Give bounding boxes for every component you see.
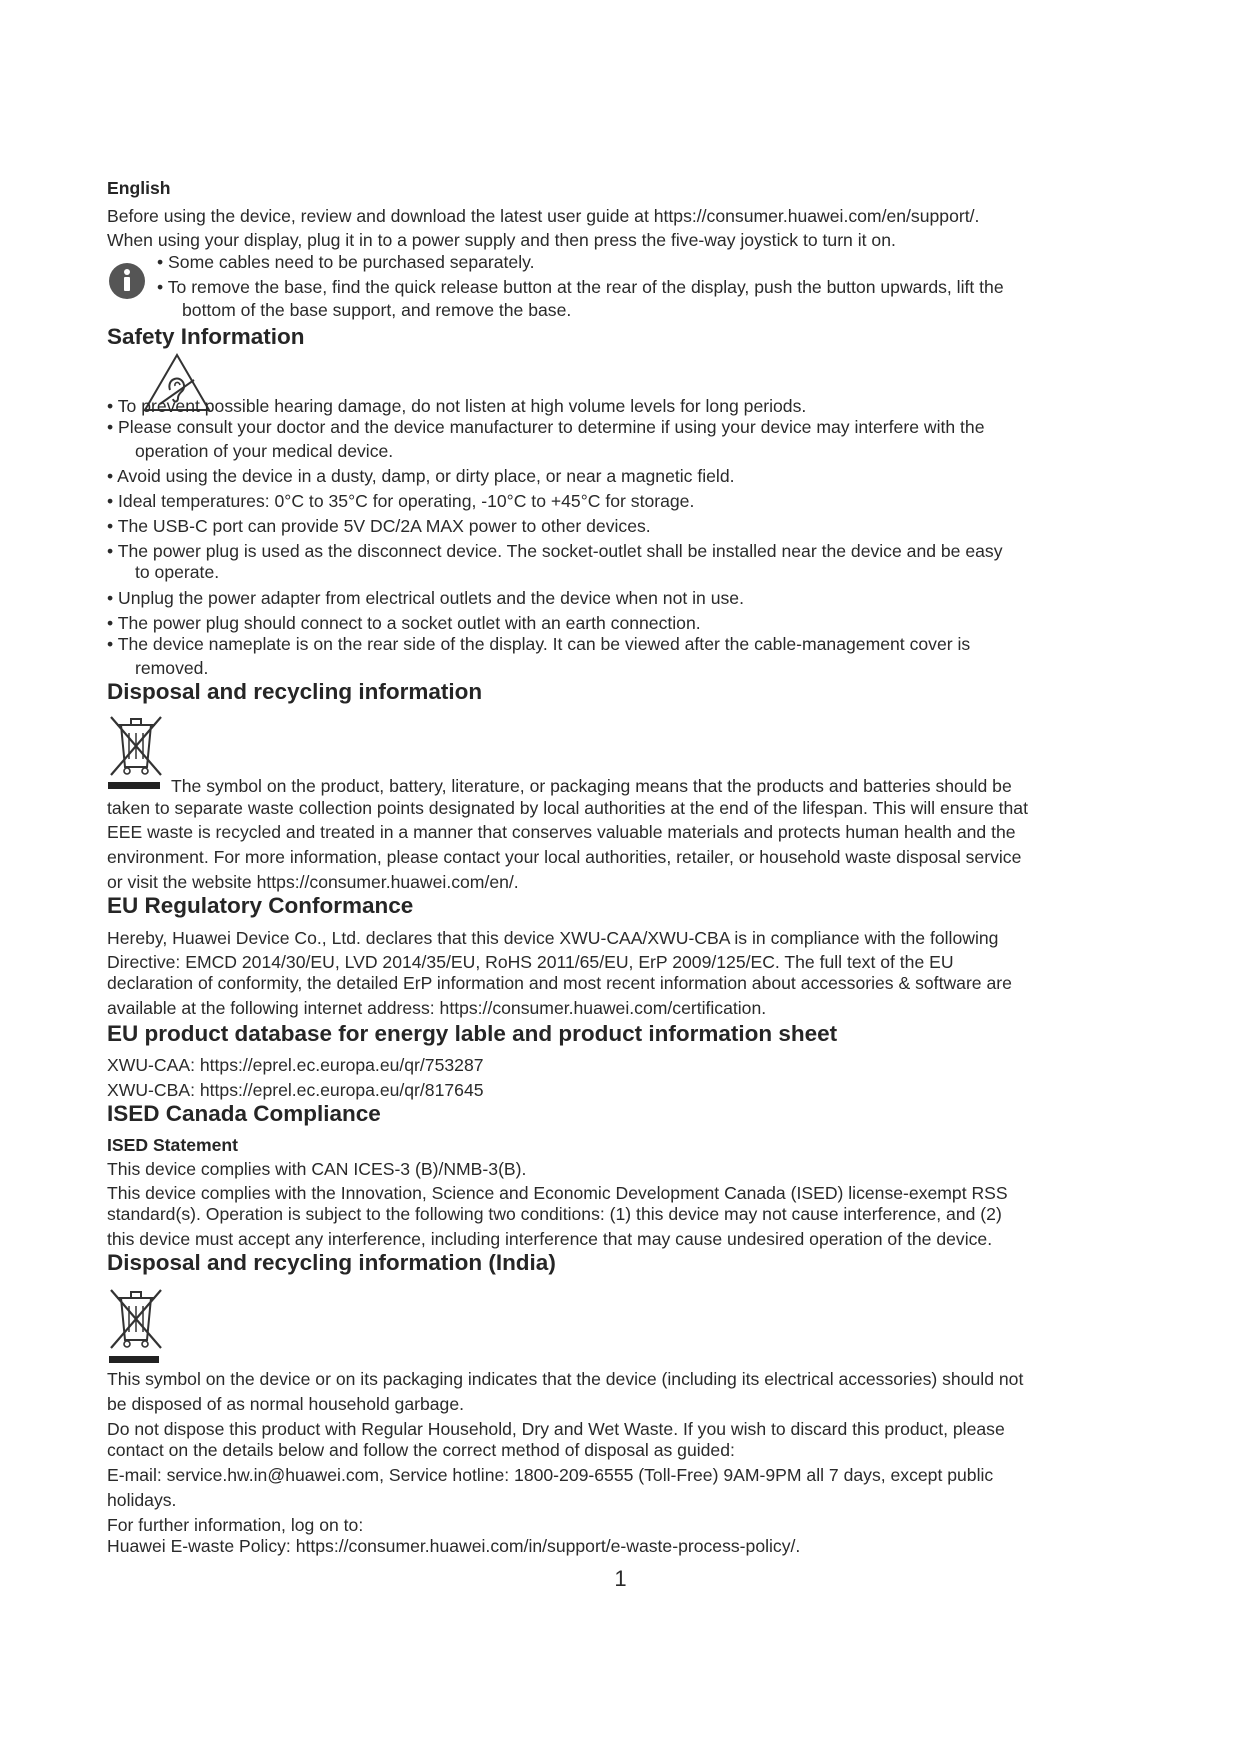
eu-line: declaration of conformity, the detailed ErP information and most recent information about accessories & software are <box>107 973 1012 993</box>
safety-bullet: • Ideal temperatures: 0°C to 35°C for operating, -10°C to +45°C for storage. <box>107 491 695 511</box>
india-line: Huawei E-waste Policy: https://consumer.huawei.com/in/support/e-waste-process-policy/. <box>107 1536 801 1556</box>
safety-bullet: • Avoid using the device in a dusty, damp, or dirty place, or near a magnetic field. <box>107 466 735 486</box>
safety-bullet-cont: operation of your medical device. <box>135 441 394 461</box>
india-line: be disposed of as normal household garbage. <box>107 1394 465 1414</box>
safety-bullet: • Unplug the power adapter from electrical outlets and the device when not in use. <box>107 588 744 608</box>
eprel-heading: EU product database for energy lable and product information sheet <box>107 1021 838 1046</box>
eu-line: Hereby, Huawei Device Co., Ltd. declares that this device XWU-CAA/XWU-CBA is in compliance with the following <box>107 928 999 948</box>
safety-bullet: • The device nameplate is on the rear side of the display. It can be viewed after the cable-management cover is <box>107 634 971 654</box>
disposal-line: The symbol on the product, battery, literature, or packaging means that the products and batteries should be <box>171 776 1012 796</box>
disposal-line: taken to separate waste collection points designated by local authorities at the end of the lifespan. This will ensure that <box>107 798 1028 818</box>
eu-heading: EU Regulatory Conformance <box>107 893 414 918</box>
india-heading: Disposal and recycling information (India) <box>107 1250 556 1275</box>
safety-bullet: • The USB-C port can provide 5V DC/2A MAX power to other devices. <box>107 516 651 536</box>
india-line: contact on the details below and follow the correct method of disposal as guided: <box>107 1440 735 1460</box>
ised-line: This device complies with the Innovation, Science and Economic Development Canada (ISED) license-exempt RSS <box>107 1183 1008 1203</box>
ised-line: standard(s). Operation is subject to the following two conditions: (1) this device may not cause interference, and (2) <box>107 1204 1002 1224</box>
safety-bullet: • The power plug should connect to a socket outlet with an earth connection. <box>107 613 701 633</box>
weee-bin-icon <box>107 713 165 779</box>
india-line: holidays. <box>107 1490 177 1510</box>
safety-bullet-cont: removed. <box>135 658 209 678</box>
weee-bin-icon <box>107 1286 165 1352</box>
disposal-heading: Disposal and recycling information <box>107 679 483 704</box>
india-line: Do not dispose this product with Regular Household, Dry and Wet Waste. If you wish to discard this product, please <box>107 1419 1005 1439</box>
eu-line: Directive: EMCD 2014/30/EU, LVD 2014/35/EU, RoHS 2011/65/EU, ErP 2009/125/EC. The full text of the EU <box>107 952 954 972</box>
english-line: When using your display, plug it in to a power supply and then press the five-way joystick to turn it on. <box>107 230 896 250</box>
note-line: • To remove the base, find the quick release button at the rear of the display, push the button upwards, lift the <box>157 277 1004 297</box>
india-line: E-mail: service.hw.in@huawei.com, Service hotline: 1800-209-6555 (Toll-Free) 9AM-9PM all 7 days, except public <box>107 1465 994 1485</box>
ised-line: This device complies with CAN ICES-3 (B)/NMB-3(B). <box>107 1159 527 1179</box>
safety-heading: Safety Information <box>107 324 305 349</box>
disposal-line: or visit the website https://consumer.huawei.com/en/. <box>107 872 519 892</box>
safety-bullet: • Please consult your doctor and the device manufacturer to determine if using your device may interfere with the <box>107 417 985 437</box>
disposal-line: EEE waste is recycled and treated in a manner that conserves valuable materials and protects human health and the <box>107 822 1016 842</box>
eu-line: available at the following internet address: https://consumer.huawei.com/certification. <box>107 998 767 1018</box>
weee-bar <box>109 1356 159 1363</box>
note-line: bottom of the base support, and remove the base. <box>182 300 572 320</box>
safety-bullet: • To prevent possible hearing damage, do not listen at high volume levels for long periods. <box>107 396 807 416</box>
eprel-line: XWU-CBA: https://eprel.ec.europa.eu/qr/817645 <box>107 1080 484 1100</box>
note-line: • Some cables need to be purchased separately. <box>157 252 535 272</box>
ised-subheading: ISED Statement <box>107 1135 239 1155</box>
english-line: Before using the device, review and download the latest user guide at https://consumer.huawei.com/en/support/. <box>107 206 980 226</box>
english-heading: English <box>107 178 171 198</box>
safety-bullet-cont: to operate. <box>135 562 220 582</box>
india-line: For further information, log on to: <box>107 1515 364 1535</box>
safety-bullet: • The power plug is used as the disconnect device. The socket-outlet shall be installed near the device and be easy <box>107 541 1003 561</box>
eprel-line: XWU-CAA: https://eprel.ec.europa.eu/qr/753287 <box>107 1055 484 1075</box>
ised-heading: ISED Canada Compliance <box>107 1101 381 1126</box>
ised-line: this device must accept any interference, including interference that may cause undesired operation of the device. <box>107 1229 993 1249</box>
info-icon <box>107 261 147 301</box>
page-number: 1 <box>614 1566 627 1591</box>
weee-bar <box>108 782 160 789</box>
disposal-line: environment. For more information, please contact your local authorities, retailer, or household waste disposal service <box>107 847 1022 867</box>
india-line: This symbol on the device or on its packaging indicates that the device (including its electrical accessories) should not <box>107 1369 1024 1389</box>
